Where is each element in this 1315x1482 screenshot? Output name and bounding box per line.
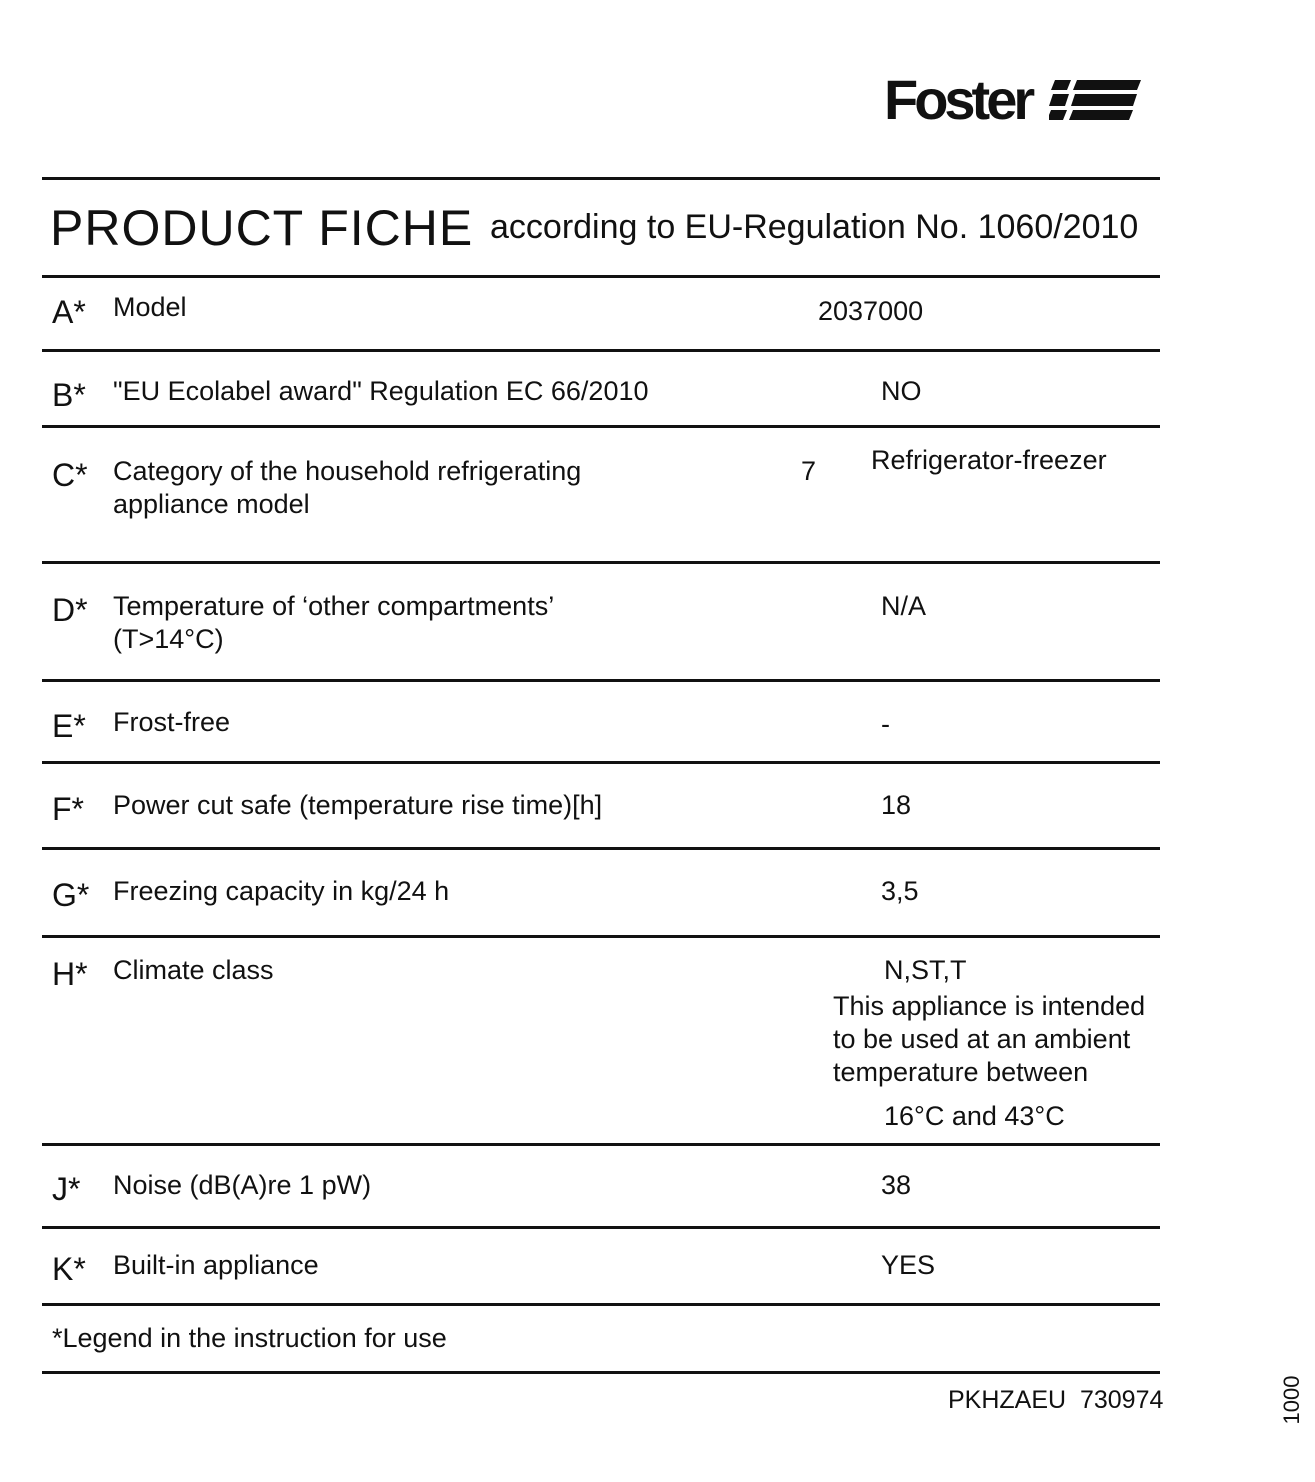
row-d-label-line2: (T>14°C) [113,624,224,654]
divider-header [42,275,1160,278]
divider-b [42,425,1160,428]
row-d-label-line1: Temperature of ‘other compartments’ [113,591,555,621]
row-h-note-line3: temperature between [833,1057,1089,1087]
divider-a [42,349,1160,352]
divider-h [42,1143,1160,1146]
divider-d [42,679,1160,682]
row-h-note-line2: to be used at an ambient [833,1024,1131,1054]
divider-j [42,1226,1160,1229]
row-h-label: Climate class [113,955,274,985]
row-b-label: "EU Ecolabel award" Regulation EC 66/2010 [113,376,649,406]
row-c-number: 7 [801,456,817,486]
row-e-label: Frost-free [113,707,231,737]
row-h-note-line1: This appliance is intended [833,991,1146,1021]
row-g-code: G* [52,877,90,913]
page-title: PRODUCT FICHE [50,200,474,256]
side-code-text: 1000 [1279,1375,1304,1425]
row-h-value: N,ST,T [884,955,967,985]
row-g-value: 3,5 [881,876,919,906]
row-j-code: J* [52,1171,81,1207]
row-f-label: Power cut safe (temperature rise time)[h] [113,790,603,820]
row-h-code: H* [52,956,88,992]
divider-bottom [42,1371,1160,1374]
row-a-value: 2037000 [818,296,924,326]
row-k-code: K* [52,1251,86,1287]
row-g-label: Freezing capacity in kg/24 h [113,876,450,906]
row-c-value: Refrigerator-freezer [871,445,1107,475]
side-code [1272,1375,1312,1425]
row-c-label-line1: Category of the household refrigerating [113,456,582,486]
row-c-label-line2: appliance model [113,489,310,519]
row-d-value: N/A [881,591,927,621]
document-code: PKHZAEU 730974 [948,1386,1164,1414]
row-h-note-line4: 16°C and 43°C [884,1101,1065,1131]
row-k-value: YES [881,1250,936,1280]
row-j-label: Noise (dB(A)re 1 pW) [113,1170,372,1200]
divider-top [42,177,1160,180]
divider-e [42,761,1160,764]
row-b-value: NO [881,376,922,406]
row-a-label: Model [113,292,187,322]
page-subtitle: according to EU-Regulation No. 1060/2010 [490,208,1139,246]
row-f-code: F* [52,791,84,827]
divider-f [42,847,1160,850]
row-e-code: E* [52,708,86,744]
row-e-value: - [881,709,890,739]
brand-name: Foster [884,68,1032,131]
divider-c [42,561,1160,564]
row-c-code: C* [52,457,88,493]
row-k-label: Built-in appliance [113,1250,319,1280]
row-b-code: B* [52,377,86,413]
divider-k [42,1303,1160,1306]
row-j-value: 38 [881,1170,912,1200]
row-a-code: A* [52,294,86,330]
legend-note: *Legend in the instruction for use [52,1323,447,1353]
divider-g [42,935,1160,938]
row-d-code: D* [52,592,88,628]
stripes-mark-icon [1049,78,1141,122]
row-f-value: 18 [881,790,912,820]
brand-logo [884,70,1159,130]
